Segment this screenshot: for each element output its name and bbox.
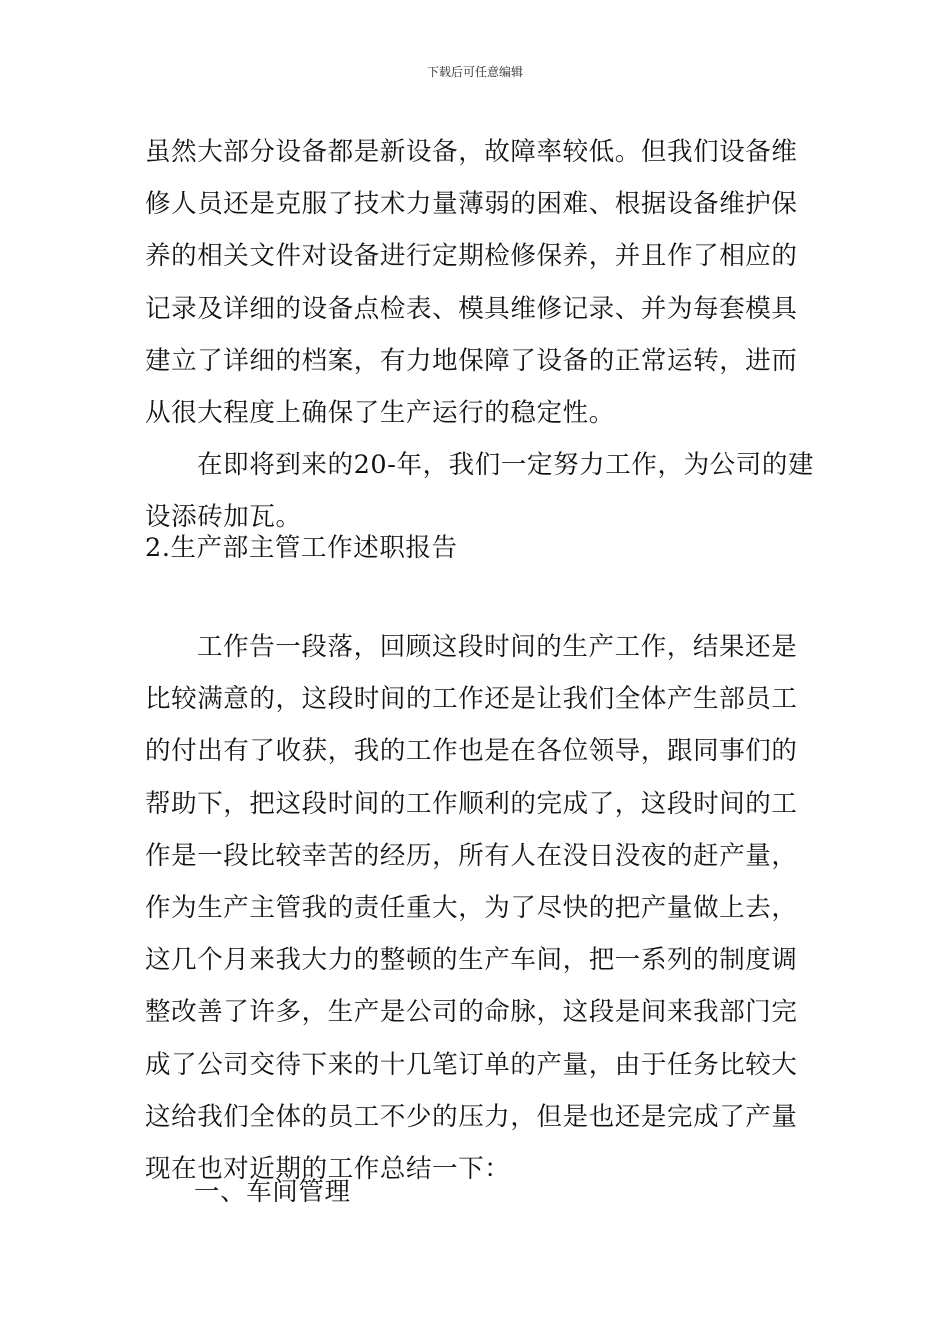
- paragraph-line: 这几个月来我大力的整顿的生产车间，把一系列的制度调: [145, 945, 798, 976]
- paragraph-line: 的付出有了收获，我的工作也是在各位领导，跟同事们的: [145, 736, 798, 767]
- paragraph-line: 整改善了许多，生产是公司的命脉，这段是间来我部门完: [145, 997, 798, 1028]
- subsection-title: 一、车间管理: [194, 1177, 351, 1207]
- paragraph-line: 虽然大部分设备都是新设备，故障率较低。但我们设备维: [145, 137, 798, 167]
- paragraph-line: 在即将到来的20-年，我们一定努力工作，为公司的建: [197, 450, 815, 481]
- paragraph-line: 记录及详细的设备点检表、模具维修记录、并为每套模具: [145, 293, 798, 324]
- body-text-upper: [145, 126, 825, 544]
- paragraph-line: 建立了详细的档案，有力地保障了设备的正常运转，进而: [145, 345, 798, 376]
- page-header-note: 下载后可任意编辑: [426, 65, 523, 79]
- paragraph-line: 设添砖加瓦。: [145, 502, 302, 533]
- paragraph-line: 成了公司交待下来的十几笔订单的产量，由于任务比较大: [145, 1049, 798, 1080]
- section-title: 2.生产部主管工作述职报告: [145, 533, 458, 563]
- paragraph-line: 修人员还是克服了技术力量薄弱的困难、根据设备维护保: [145, 189, 798, 220]
- paragraph-line: 养的相关文件对设备进行定期检修保养，并且作了相应的: [145, 241, 798, 272]
- body-text-lower: [145, 621, 825, 1195]
- paragraph-line: 作是一段比较幸苦的经历，所有人在没日没夜的赶产量，: [145, 840, 798, 871]
- paragraph-line: 帮助下，把这段时间的工作顺利的完成了，这段时间的工: [145, 788, 798, 819]
- paragraph-line: 现在也对近期的工作总结一下：: [145, 1154, 511, 1185]
- paragraph-line: 比较满意的，这段时间的工作还是让我们全体产生部员工: [145, 684, 798, 715]
- paragraph-line: 作为生产主管我的责任重大，为了尽快的把产量做上去，: [145, 893, 798, 924]
- paragraph-line: 这给我们全体的员工不少的压力，但是也还是完成了产量: [145, 1101, 798, 1132]
- paragraph-line: 从很大程度上确保了生产运行的稳定性。: [145, 398, 615, 429]
- paragraph-line: 工作告一段落，回顾这段时间的生产工作，结果还是: [197, 632, 798, 662]
